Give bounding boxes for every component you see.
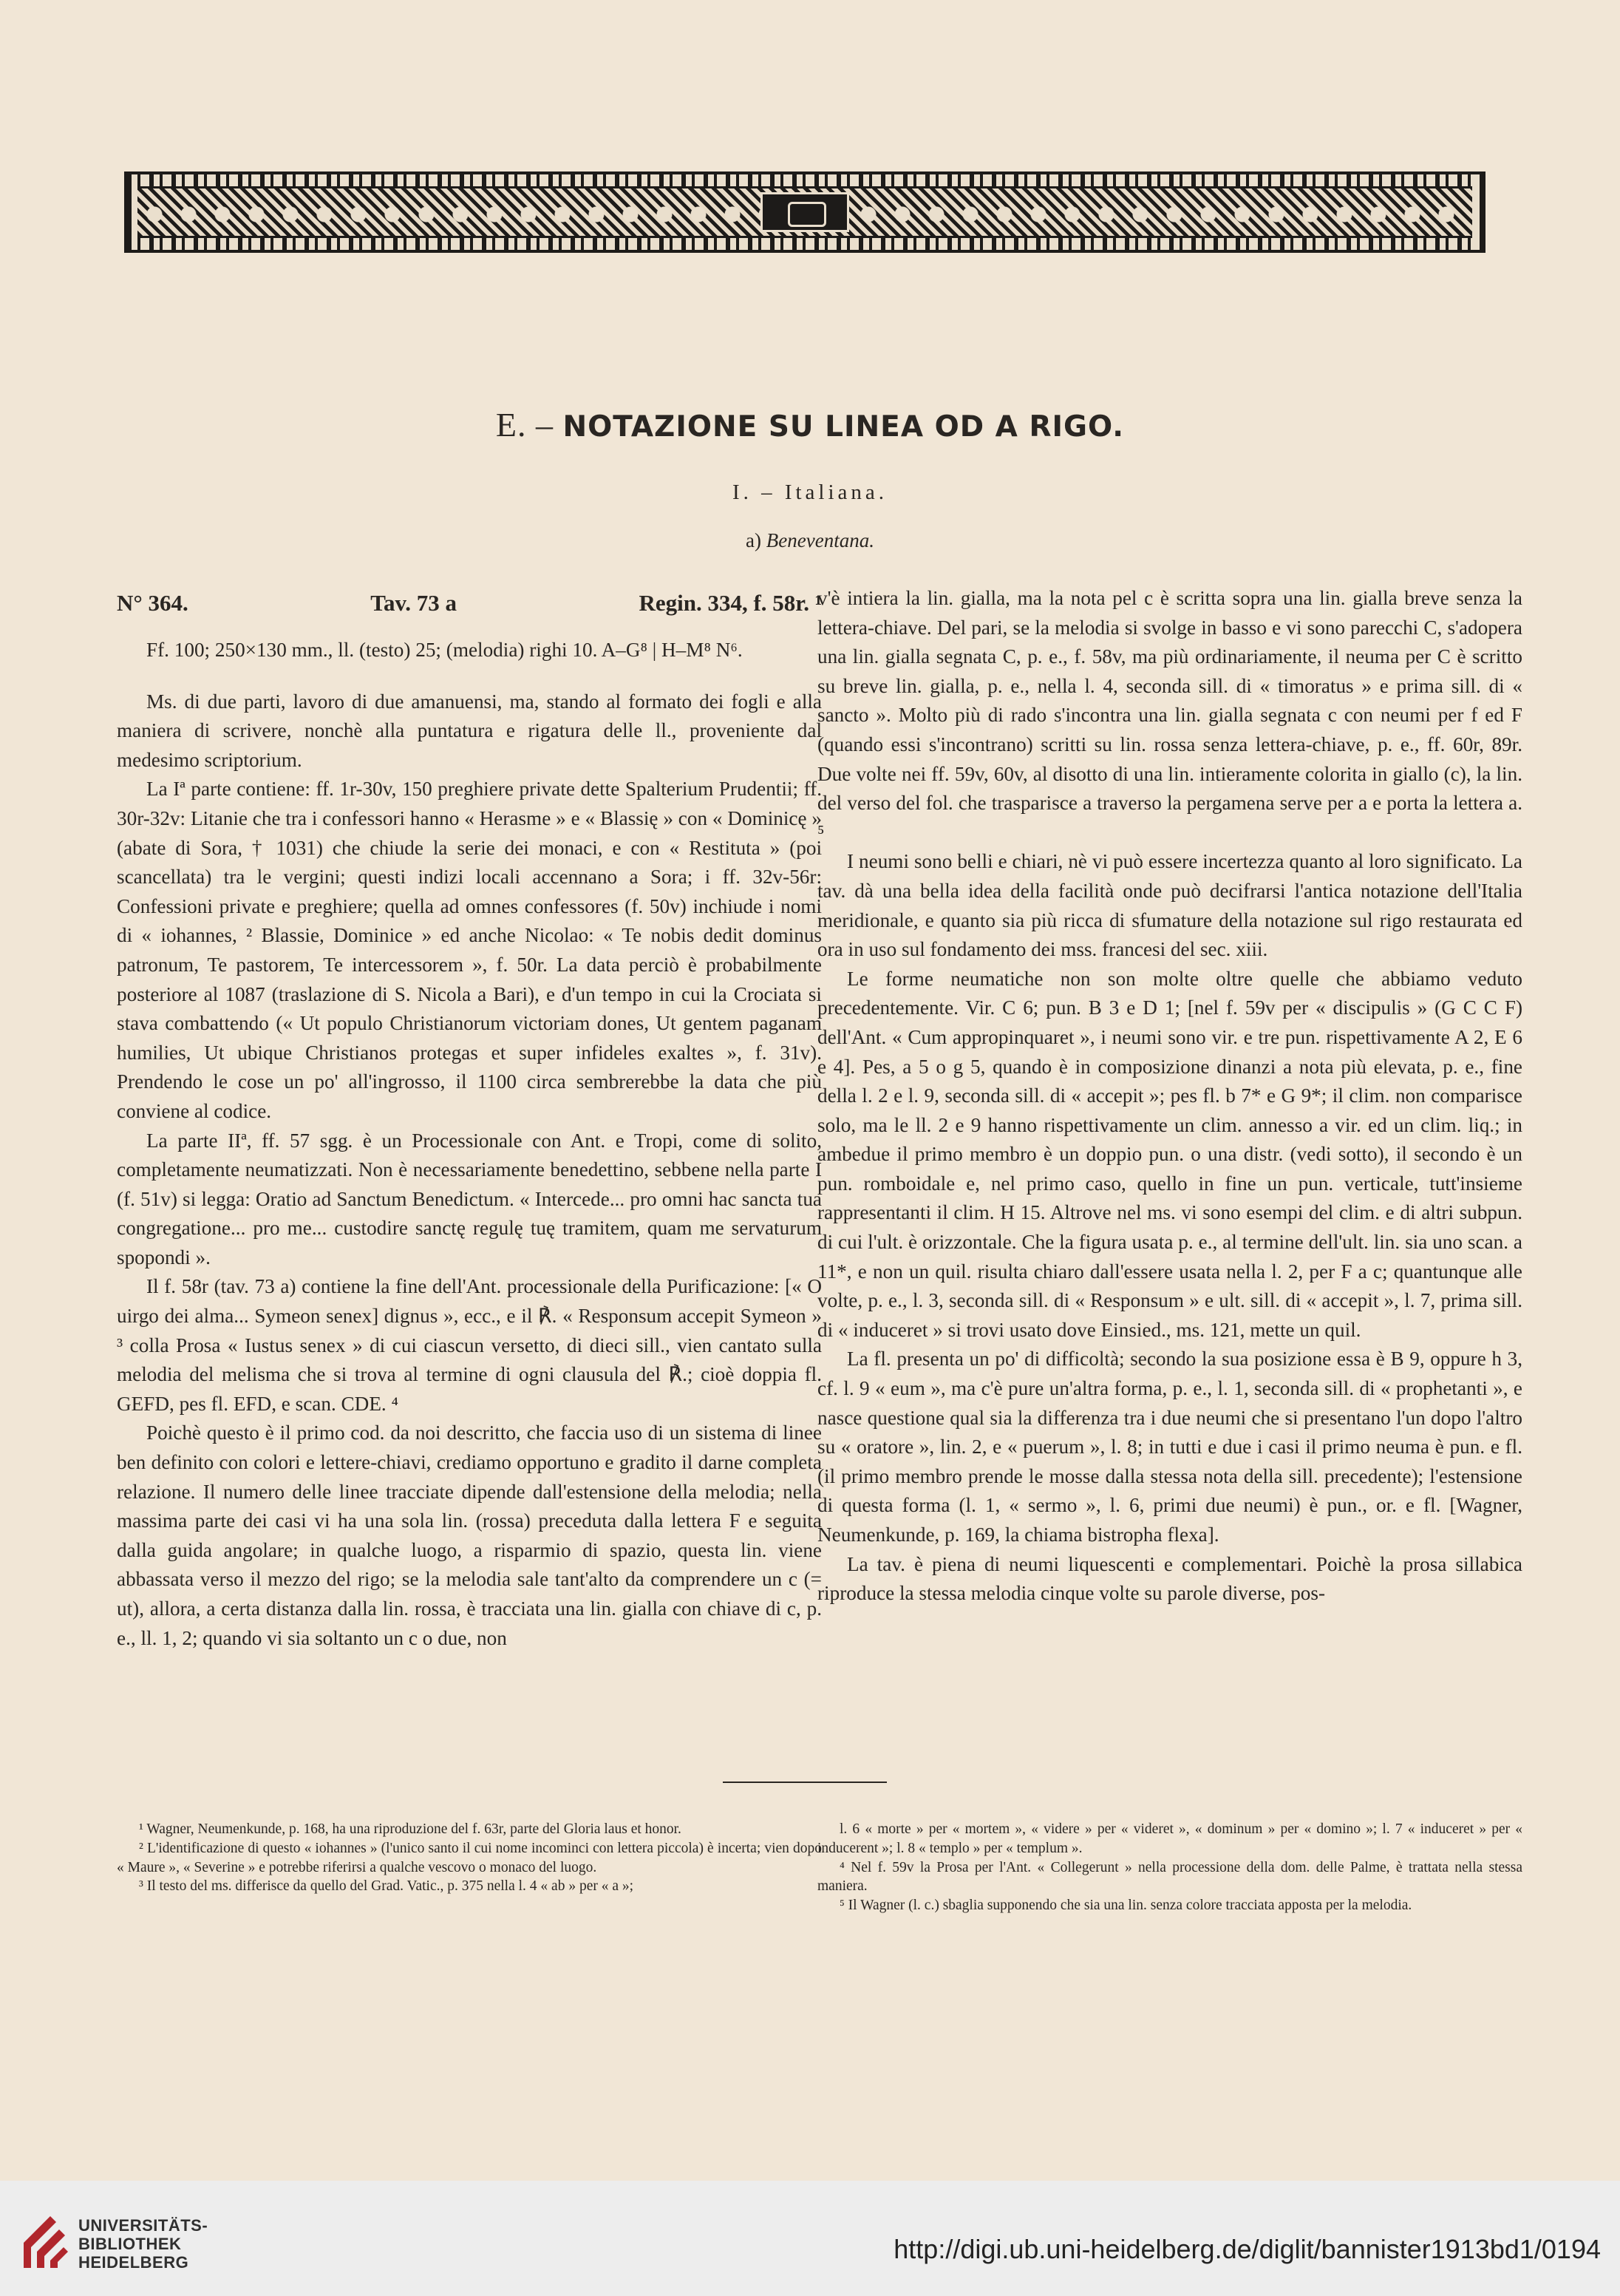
right-paragraph: I neumi sono belli e chiari, nè vi può essere incertezza quanto al loro significato. La tav. dà una bella idea della facilità onde può decifrarsi l'antica notazione dell'Italia meridionale, e quanto sia più ricca di sfumature della notazione sul rigo restaurata ed ora in uso sul fondamento dei mss. francesi del sec. xiii. xyxy=(817,850,1522,961)
footnote: ¹ Wagner, Neumenkunde, p. 168, ha una riproduzione del f. 63r, parte del Gloria laus et honor. xyxy=(139,1821,681,1837)
left-paragraph: Poichè questo è il primo cod. da noi descritto, che faccia uso di un sistema di linee ben definito con colori e lettere-chiavi, crediamo opportuno e gradito il darne completa relazione. Il numero delle linee tracciate dipende dall'estensione della melodia; nella massima parte dei casi vi ha una sola lin. (rossa) preceduta dalla lettera F e seguita dalla guida angolare; in qualche luogo, a risparmio di spazio, questa lin. viene abbassata verso il mezzo del rigo; se la melodia sale tant'alto da comprendere un c (= ut), allora, a certa distanza dalla lin. rossa, è tracciata una lin. gialla con chiave di c, p. e., ll. 1, 2; quando vi sia soltanto un c o due, non xyxy=(117,1422,822,1649)
entry-shelfmark: Regin. 334, f. 58r. ¹ xyxy=(639,590,822,616)
footnote: ⁴ Nel f. 59v la Prosa per l'Ant. « Collegerunt » nella processione della dom. delle Palme, è trattata nella stessa maniera. xyxy=(817,1859,1522,1895)
library-name-line: HEIDELBERG xyxy=(78,2253,189,2272)
decorative-header-band xyxy=(124,171,1485,253)
chapter-letter: E. – xyxy=(495,406,554,444)
right-paragraph: La tav. è piena di neumi liquescenti e complementari. Poichè la prosa sillabica riproduce la stessa melodia cinque volte su parole diverse, pos- xyxy=(817,1552,1522,1605)
right-footnotes xyxy=(817,1820,1522,1915)
library-footer xyxy=(0,2181,1620,2296)
right-paragraph: v'è intiera la lin. gialla, ma la nota pel c è scritta sopra una lin. gialla breve senza la lettera-chiave. Del pari, se la melodia si svolge in basso e vi sono parecchi C, s'adopera una lin. gialla segnata C, p. e., f. 58v, ma più ordinariamente, il neuma per C è scritto su breve lin. gialla, p. e., nella l. 4, seconda sill. di « timoratus » e prima sill. di « sancto ». Molto più di rado s'incontra una lin. gialla segnata c con neumi per f ed F (quando essi s'incontrano) scritti su lin. rossa senza lettera-chiave, p. e., ff. 60r, 89r. Due volte nei ff. 59v, 60v, al disotto di una lin. intieramente colorita in giallo (c), la lin. del verso del fol. che trasparisce a traverso la pergamena serve per a e porta la lettera a. ⁵ xyxy=(817,587,1522,843)
entry-header xyxy=(117,584,822,622)
library-name-line: BIBLIOTHEK xyxy=(78,2235,182,2253)
library-logo-icon xyxy=(21,2213,69,2271)
permalink-url[interactable]: http://digi.ub.uni-heidelberg.de/diglit/bannister1913bd1/0194 xyxy=(894,2234,1601,2264)
left-paragraph: La Iª parte contiene: ff. 1r-30v, 150 preghiere private dette Spalterium Prudentii; ff. 30r-32v: Litanie che tra i confessori hanno « Herasme » e « Blassię » con « Dominicę » (abate di Sora, † 1031) che chiude la serie dei monaci, e con « Restituta » (poi scancellata) tra le vergini; questi indizi locali accennano a Sora; i ff. 32v-56r: Confessioni private e preghiere; quella ad omnes confessores (f. 50v) inchiude i nomi di « iohannes, ² Blassie, Dominice » ed anche Nicolao: « Te nobis dedit dominus patronum, Te pastorem, Te intercessorem », f. 50r. La data perciò è probabilmente posteriore al 1087 (traslazione di S. Nicola a Bari), e d'un tempo in cui la Crociata si stava combattendo (« Ut populo Christianorum victoriam dones, Ut gentem paganam humilies, Ut ubique Christianos protegas et super infideles exaltes », f. 31v). Prendendo le cose un po' all'ingrosso, il 1100 circa sembrerebbe la data che più conviene al codice. xyxy=(117,778,822,1122)
subsection-heading xyxy=(0,529,1620,552)
entry-plate: Tav. 73 a xyxy=(370,590,457,616)
library-name xyxy=(78,2216,208,2272)
library-name-line: UNIVERSITÄTS- xyxy=(78,2216,208,2235)
right-paragraph: La fl. presenta un po' di difficoltà; secondo la sua posizione essa è B 9, oppure h 3, cf. l. 9 « eum », ma c'è pure un'altra forma, p. e., l. 1, seconda sill. di « prophetanti », e nasce questione qual sia la differenza tra i due neumi che si presentano l'un dopo l'altro su « oratore », lin. 2, e « puerum », l. 8; in tutti e due i casi il primo neuma è pun. e fl. (il primo membro prende le mosse dalla stessa nota della sill. precedente); l'estensione di questa forma (l. 1, « sermo », l. 6, primi due neumi) è pun., or. e fl. [Wagner, Neumenkunde, p. 169, la chiama bistropha flexa]. xyxy=(817,1348,1522,1546)
left-paragraph: Ms. di due parti, lavoro di due amanuensi, ma, stando al formato dei fogli e alla maniera di scrivere, nonchè alla puntatura e rigatura delle ll., proveniente dal medesimo scriptorium. xyxy=(117,690,822,771)
footnote-separator xyxy=(723,1782,887,1783)
subsection-label: Beneventana. xyxy=(766,529,874,551)
left-paragraph: La parte IIª, ff. 57 sgg. è un Processionale con Ant. e Tropi, come di solito, completamente neumatizzati. Non è necessariamente benedettino, sebbene nella parte I (f. 51v) si legga: Oratio ad Sanctum Benedictum. « Intercede... pro omni hac sancta tua congregatione... pro me... custodire sanctę regulę tuę tramitem, quam me servaturum spopondi ». xyxy=(117,1129,822,1268)
right-paragraph: Le forme neumatiche non son molte oltre quelle che abbiamo veduto precedentemente. Vir. C 6; pun. B 3 e D 1; [nel f. 59v per « discipulis » (G C C F) dell'Ant. « Cum appropinquaret », i neumi sono vir. e tre pun. rispettivamente A 2, E 6 e 4]. Pes, a 5 o g 5, quando è in composizione dinanzi a nota più elevata, p. e., fine della l. 2 e l. 9, seconda sill. di « accepit »; pes fl. b 7* e G 9*; il clim. non comparisce solo, ma le ll. 2 e 9 hanno rispettivamente un clim. annesso a vir. ed un clim. liq.; in ambedue il primo membro è un doppio pun. o una distr. (vedi sotto), il secondo è un pun. romboidale e, nel primo caso, quello in fine un pun. verticale, tutt'insieme rappresentanti il clim. H 15. Altrove nel ms. vi sono esempi del clim. e di altri subpun. di cui l'ult. è orizzontale. Che la figura usata p. e., al termine dell'ult. lin. sia uno scan. a 11*, e non un quil. risulta chiaro dall'essere usata nella l. 2, per F a c; quantunque alle volte, p. e., l. 3, seconda sill. di « Responsum » e ult. sill. di « accepit », l. 7, prima sill. di « induceret » si trovi usato dove Einsied., ms. 121, mette un quil. xyxy=(817,967,1522,1341)
footnote: l. 6 « morte » per « mortem », « videre » per « videret », « dominum » per « domino »; l. 7 « induceret » per « inducerent »; l. 8 « templo » per « templum ». xyxy=(817,1821,1522,1856)
section-heading: I. – Italiana. xyxy=(732,480,888,504)
footnote: ⁵ Il Wagner (l. c.) sbaglia supponendo che sia una lin. senza colore tracciata apposta per la melodia. xyxy=(840,1898,1412,1914)
subsection-prefix: a) xyxy=(746,529,762,551)
left-paragraph: Il f. 58r (tav. 73 a) contiene la fine dell'Ant. processionale della Purificazione: [« O uirgo dei alma... Symeon senex] dignus », ecc., e il ℟. « Responsum accepit Symeon » ³ colla Prosa « Iustus senex » di cui ciascun versetto, di dieci sill., vien cantato sulla melodia del melisma che si trova al termine di ogni clausula del ℟.; cioè doppia fl. GEFD, pes fl. EFD, e scan. CDE. ⁴ xyxy=(117,1275,822,1415)
entry-number: N° 364. xyxy=(117,590,188,616)
chapter-heading xyxy=(0,405,1620,444)
footnote: ² L'identificazione di questo « iohannes » (l'unico santo il cui nome incominci con lettera piccola) è incerta; vien dopo « Maure », « Severine » e potrebbe riferirsi a qualche vescovo o monaco del luogo. xyxy=(117,1840,822,1875)
chapter-title: NOTAZIONE SU LINEA OD A RIGO. xyxy=(562,410,1125,444)
footnote: ³ Il testo del ms. differisce da quello del Grad. Vatic., p. 375 nella l. 4 « ab » per « a »; xyxy=(139,1878,634,1895)
left-footnotes xyxy=(117,1820,822,1896)
left-paragraph: Ff. 100; 250×130 mm., ll. (testo) 25; (melodia) righi 10. A–G⁸ | H–M⁸ N⁶. xyxy=(146,639,743,661)
right-column xyxy=(817,584,1522,1609)
left-column xyxy=(117,584,822,1653)
ornament-medallion-icon xyxy=(760,192,849,232)
